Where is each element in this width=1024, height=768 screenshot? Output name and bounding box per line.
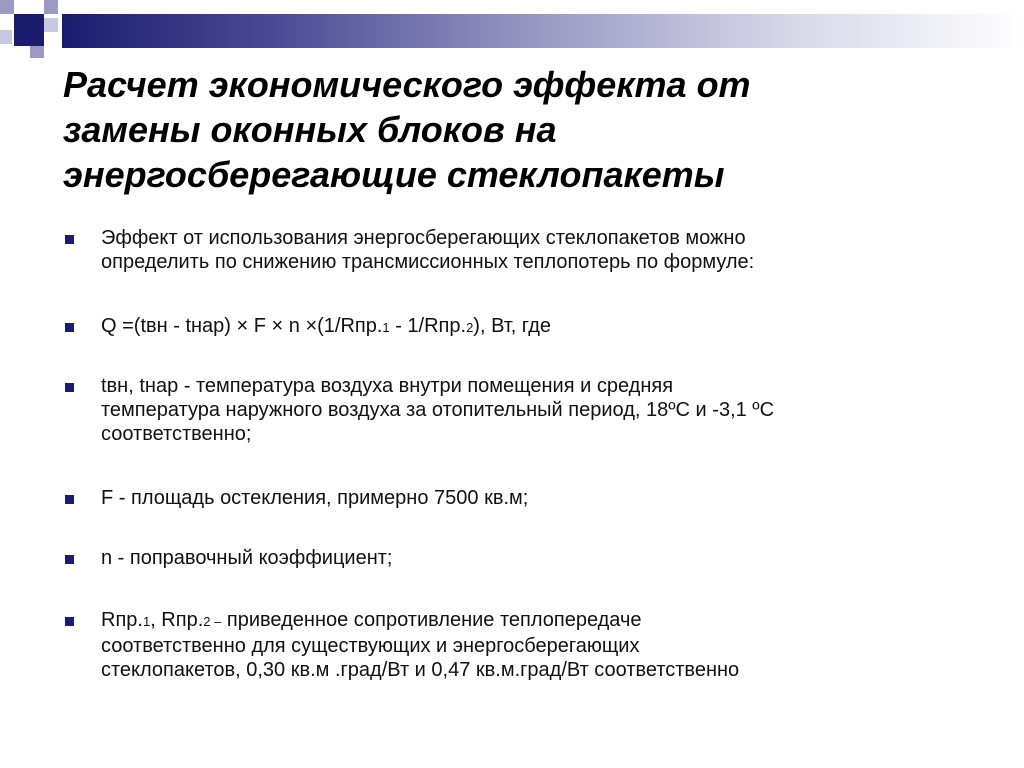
bullet-line: температура наружного воздуха за отопительный период, 18ºС и -3,1 ºС bbox=[101, 399, 775, 421]
bullet-square-icon bbox=[65, 383, 74, 392]
bullet-text bbox=[101, 226, 981, 274]
title-line: замены оконных блоков на bbox=[63, 109, 557, 150]
bullet-line: соответственно; bbox=[101, 423, 252, 445]
bullet-part: Rпр. bbox=[101, 609, 143, 631]
bullet-square-icon bbox=[65, 323, 74, 332]
bullet-text bbox=[101, 374, 981, 446]
formula-part: - 1/Rпр. bbox=[389, 315, 467, 337]
bullet-square-icon bbox=[65, 617, 74, 626]
bullet-line: tвн, tнар - температура воздуха внутри помещения и средняя bbox=[101, 375, 674, 397]
bullet-line: Эффект от использования энергосберегающих стеклопакетов можно bbox=[101, 227, 746, 249]
formula-text bbox=[101, 314, 981, 340]
bullet-line: стеклопакетов, 0,30 кв.м .град/Вт и 0,47 кв.м.град/Вт соответственно bbox=[101, 659, 740, 681]
bullet-line: n - поправочный коэффициент; bbox=[101, 547, 393, 569]
bullet-text bbox=[101, 608, 981, 682]
bullet-part: приведенное сопротивление теплопередаче bbox=[221, 609, 642, 631]
bullet-square-icon bbox=[65, 555, 74, 564]
bullet-line: соответственно для существующих и энергосберегающих bbox=[101, 635, 640, 657]
bullet-part: , Rпр. bbox=[150, 609, 204, 631]
bullet-text bbox=[101, 486, 981, 510]
bullet-text bbox=[101, 546, 981, 570]
bullet-square-icon bbox=[65, 495, 74, 504]
formula-part: Q =(tвн - tнар) × F × n ×(1/Rпр. bbox=[101, 315, 383, 337]
bullet-subscript: 1 bbox=[142, 614, 151, 629]
title-line: энергосберегающие стеклопакеты bbox=[63, 154, 725, 195]
bullet-line bbox=[101, 608, 981, 634]
bullet-line: F - площадь остекления, примерно 7500 кв.м; bbox=[101, 487, 529, 509]
bullet-square-icon bbox=[65, 235, 74, 244]
bullet-line: определить по снижению трансмиссионных теплопотерь по формуле: bbox=[101, 251, 755, 273]
formula-subscript: 2 bbox=[466, 320, 474, 335]
title-line: Расчет экономического эффекта от bbox=[63, 64, 751, 105]
formula-line bbox=[101, 314, 981, 340]
formula-part: ), Вт, где bbox=[473, 315, 551, 337]
formula-subscript: 1 bbox=[382, 320, 390, 335]
bullet-subscript: 2 – bbox=[203, 614, 222, 629]
